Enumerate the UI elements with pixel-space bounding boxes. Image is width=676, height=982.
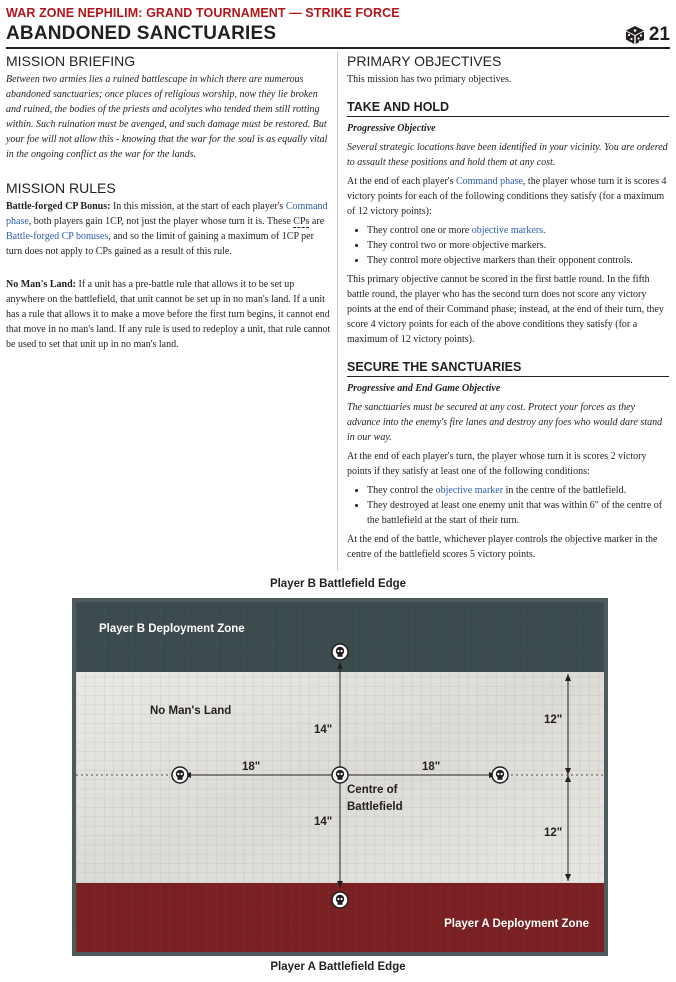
left-column — [6, 52, 332, 356]
take-and-hold-scoring — [347, 174, 669, 219]
page-number-box — [625, 24, 670, 46]
no-mans-land-title: No Man's Land: — [6, 279, 77, 290]
right-column — [347, 52, 669, 566]
page-title: ABANDONED SANCTUARIES — [6, 23, 277, 44]
objective-marker-centre — [332, 767, 348, 783]
list-item: • They control more objective markers than their opponent controls. — [367, 253, 669, 268]
objective-marker-left — [172, 767, 188, 783]
battle-forged-cp-link[interactable]: Battle-forged CP bonuses — [6, 231, 109, 242]
mission-briefing-heading: MISSION BRIEFING — [6, 53, 136, 69]
list-item: • They destroyed at least one enemy unit that was within 6" of the centre of the battlefield at the start of their turn. — [367, 498, 669, 528]
dice-icon — [625, 25, 645, 45]
secure-sanctuaries-conditions — [347, 483, 669, 528]
list-item — [367, 223, 669, 238]
secure-sanctuaries-end-game: At the end of the battle, whichever player controls the objective marker in the centre of the battlefield scores 5 victory points. — [347, 534, 658, 560]
page-supertitle: WAR ZONE NEPHILIM: GRAND TOURNAMENT — STRIKE FORCE — [6, 6, 400, 20]
no-mans-land-text: If a unit has a pre-battle rule that allows it to be set up anywhere on the battlefield, that unit cannot be set up in no man's land. If a unit has a rule that allows it to make a move before the first turn begins, it cannot end that move in no man's land. If any rule is used to redeploy a unit, that rule cannot be used to set that unit up in no man's land. — [6, 279, 331, 350]
distance-left-label: 18" — [242, 761, 261, 773]
secure-sanctuaries-heading: SECURE THE SANCTUARIES — [347, 359, 669, 377]
cp-bonus-text: , and so the limit of gaining a maximum of 1CP per turn does not apply to CPs gained as a result of this rule. — [6, 231, 314, 257]
scoring-text: At the end of each player's — [347, 176, 456, 187]
deployment-map — [72, 598, 608, 956]
column-divider — [337, 51, 338, 571]
cp-bonus-rule — [6, 199, 332, 259]
cps-term[interactable]: CPs — [293, 216, 310, 227]
secure-sanctuaries-type: Progressive and End Game Objective — [347, 383, 501, 394]
secure-sanctuaries-scoring: At the end of each player's turn, the player whose turn it is scores 2 victory points if they satisfy at least one of the following conditions: — [347, 451, 647, 477]
scoring-text: , the player whose turn it is scores 4 victory points for each of the following conditions they satisfy (for a maximum of 12 victory points): — [347, 176, 667, 217]
no-mans-land-label: No Man's Land — [150, 705, 232, 717]
condition-text: in the centre of the battlefield. — [503, 485, 627, 496]
take-and-hold-conditions — [347, 223, 669, 268]
command-phase-link[interactable]: Command phase — [6, 201, 328, 227]
objective-marker-bottom — [332, 892, 348, 908]
condition-text: They control the — [367, 485, 436, 496]
cp-bonus-title: Battle-forged CP Bonus: — [6, 201, 111, 212]
mission-briefing-text: Between two armies lies a ruined battlescape in which there are numerous abandoned sanctuaries; once places of religious worship, now they lie broken and ruined, the bodies of the priests and acolytes who tended them still rotting within. Such ruination must be avenged, and such damage must be restored. But your foe will not allow this - knowing that the war for the soul is as equally vital in the ongoing conflict as the war for the lands. — [6, 74, 328, 160]
list-item: • They control two or more objective markers. — [367, 238, 669, 253]
distance-down-label: 14" — [314, 816, 333, 828]
distance-edge-bottom-label: 12" — [544, 827, 563, 839]
cp-bonus-text: are — [309, 216, 325, 227]
distance-edge-top-label: 12" — [544, 714, 563, 726]
command-phase-link[interactable]: Command phase — [455, 176, 523, 187]
centre-of-battlefield-label: Centre of Battlefield — [347, 784, 403, 813]
condition-text: They control one or more — [367, 225, 472, 236]
cp-bonus-text: In this mission, at the start of each player's — [110, 201, 286, 212]
cp-bonus-text: , both players gain 1CP, not just the player whose turn it is. These — [28, 216, 294, 227]
primary-intro: This mission has two primary objectives. — [347, 74, 512, 85]
take-and-hold-flavour: Several strategic locations have been identified in your vicinity. You are ordered to assault these positions and hold them at any cost. — [347, 142, 668, 168]
page-number: 21 — [648, 24, 670, 45]
objective-marker-right — [492, 767, 508, 783]
take-and-hold-restriction: This primary objective cannot be scored in the first battle round. In the fifth battle round, the player who has the second turn does not score any victory points at the end of their Command phase; instead, at the end of their turn, they score 4 victory points for each of the above conditions they satisfy (for a maximum of 12 victory points). — [347, 274, 664, 345]
secure-sanctuaries-flavour: The sanctuaries must be secured at any cost. Protect your forces as they advance into the enemy's fire lanes and destroy any foes who would dare stand in our way. — [347, 402, 663, 443]
title-rule — [6, 47, 670, 49]
distance-right-label: 18" — [422, 761, 441, 773]
objective-marker-top — [332, 644, 348, 660]
objective-marker-link[interactable]: objective marker — [435, 485, 504, 496]
player-b-zone-label: Player B Deployment Zone — [99, 623, 245, 635]
no-mans-land-rule — [6, 277, 332, 352]
mission-rules-heading: MISSION RULES — [6, 180, 116, 196]
primary-objectives-heading: PRIMARY OBJECTIVES — [347, 53, 502, 69]
take-and-hold-type: Progressive Objective — [347, 123, 436, 134]
player-b-edge-label: Player B Battlefield Edge — [269, 578, 407, 590]
condition-text: . — [543, 225, 546, 236]
objective-markers-link[interactable]: objective markers — [471, 225, 544, 236]
player-a-edge-label: Player A Battlefield Edge — [270, 961, 406, 973]
distance-up-label: 14" — [314, 724, 333, 736]
player-a-zone-label: Player A Deployment Zone — [444, 918, 589, 930]
take-and-hold-heading: TAKE AND HOLD — [347, 99, 669, 117]
list-item — [367, 483, 669, 498]
